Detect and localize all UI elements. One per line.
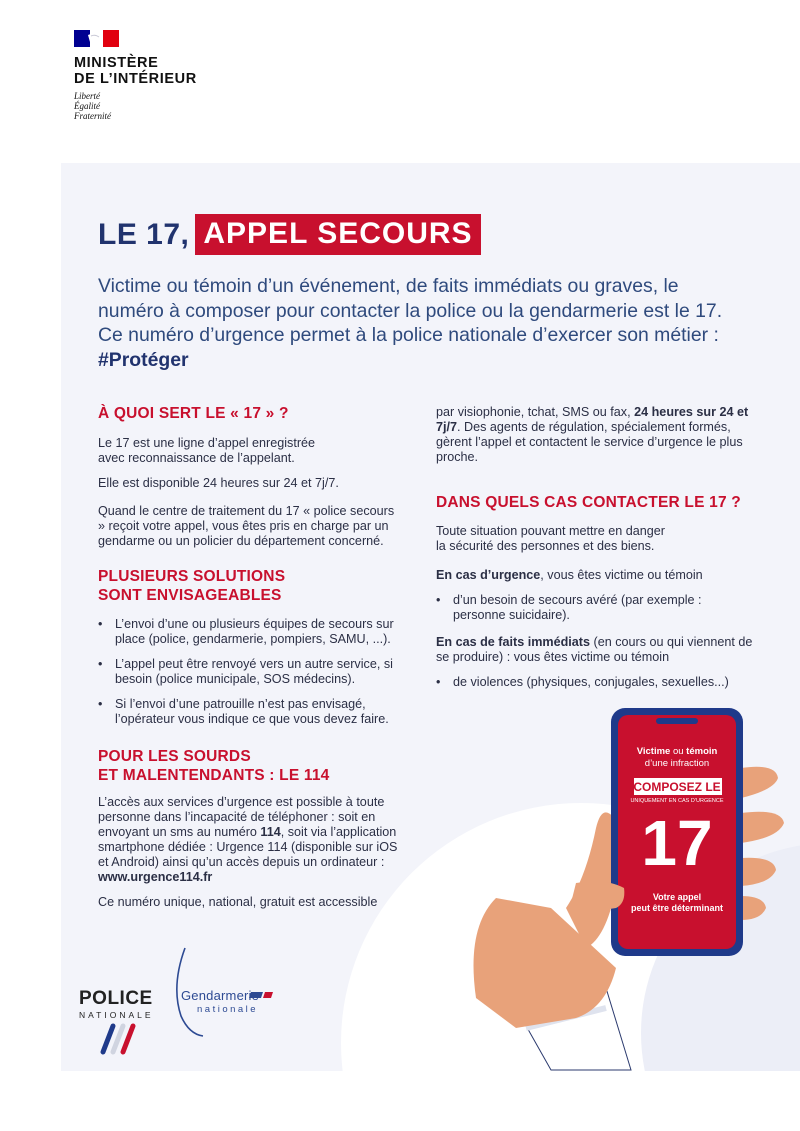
- screen-victim-line: Victime ou témoin: [636, 746, 718, 757]
- left-column: [98, 404, 398, 920]
- info-card: [61, 163, 800, 1071]
- list-item: • d’un besoin de secours avéré (par exemple : personne suicidaire).: [436, 593, 702, 622]
- continued-paragraph: par visiophonie, tchat, SMS ou fax, 24 heures sur 24 et 7j/7. Des agents de régulation, spécialement formés, gèrent l’appel et contactent le service d’urgence le plus proche.: [436, 405, 749, 464]
- solutions-list: [98, 617, 398, 727]
- screen-emergency-only: UNIQUEMENT EN CAS D’URGENCE: [630, 798, 724, 804]
- screen-infraction-line: d’une infraction: [644, 758, 710, 769]
- right-column: [436, 405, 756, 700]
- republic-motto: Liberté Égalité Fraternité: [74, 91, 111, 121]
- ministry-name: MINISTÈRE DE L’INTÉRIEUR: [74, 55, 197, 87]
- purpose-p1: Le 17 est une ligne d’appel enregistrée avec reconnaissance de l’appelant.: [98, 436, 316, 465]
- urgence114-link[interactable]: www.urgence114.fr: [98, 870, 213, 884]
- ministry-header: [74, 30, 197, 121]
- list-item: • L’appel peut être renvoyé vers un autre service, si besoin (police municipale, SOS médecins).: [98, 657, 393, 686]
- page-title: LE 17, APPEL SECOURS: [98, 214, 481, 255]
- section-heading-solutions: PLUSIEURS SOLUTIONS SONT ENVISAGEABLES: [98, 568, 286, 604]
- list-item: • L’envoi d’une ou plusieurs équipes de secours sur place (police, gendarmerie, pompiers, SAMU, ...).: [98, 617, 394, 646]
- when-intro: Toute situation pouvant mettre en danger la sécurité des personnes et des biens.: [436, 524, 665, 553]
- phone-illustration: [456, 708, 800, 1071]
- list-item: • Si l’envoi d’une patrouille n’est pas envisagé, l’opérateur vous indique ce que vous devez faire.: [98, 697, 389, 726]
- screen-number-17: 17: [641, 807, 713, 879]
- intro-paragraph: Victime ou témoin d’un événement, de faits immédiats ou graves, le numéro à composer pour contacter la police ou la gendarmerie est le 17. Ce numéro d’urgence permet à la police nationale d’exercer son métier : #Protéger: [98, 275, 723, 371]
- marianne-flag-logo: [74, 30, 119, 47]
- police-flag-strokes-icon: [99, 1022, 159, 1056]
- screen-compose-label: COMPOSEZ LE: [633, 780, 721, 794]
- screen-call-line2: peut être déterminant: [630, 903, 724, 913]
- section-heading-114: POUR LES SOURDS ET MALENTENDANTS : LE 114: [98, 748, 330, 784]
- section-heading-when: DANS QUELS CAS CONTACTER LE 17 ?: [436, 494, 741, 511]
- immediate-list: [436, 675, 756, 690]
- gendarmerie-logo: Gendarmerie nationale: [171, 946, 301, 1046]
- deaf-access-paragraph: L’accès aux services d’urgence est possible à toute personne dans l’incapacité de téléphoner : soit en envoyant un sms au numéro 114, soit via l’application smartphone dédiée : Urgence 114 (disponible sur iOS et Android) ainsi qu’un accès depuis un ordinateur : www.urgence114.fr: [98, 795, 398, 884]
- deaf-access-p2: Ce numéro unique, national, gratuit est accessible: [98, 895, 378, 909]
- screen-call-line1: Votre appel: [652, 892, 702, 902]
- purpose-p2: Elle est disponible 24 heures sur 24 et 7j/7.: [98, 476, 339, 490]
- case-immediate: En cas de faits immédiats (en cours ou qui viennent de se produire) : vous êtes victime ou témoin: [436, 635, 753, 664]
- police-nationale-logo: POLICE NATIONALE: [79, 989, 159, 1061]
- title-highlight: APPEL SECOURS: [195, 214, 480, 255]
- hashtag: #Protéger: [98, 348, 189, 371]
- urgency-list: [436, 593, 756, 623]
- section-heading-purpose: À QUOI SERT LE « 17 » ?: [98, 405, 289, 422]
- purpose-p3: Quand le centre de traitement du 17 « police secours » reçoit votre appel, vous êtes pris en charge par un gendarme ou un policier du département concerné.: [98, 504, 395, 548]
- case-urgency: En cas d’urgence, vous êtes victime ou témoin: [436, 568, 703, 582]
- list-item: • de violences (physiques, conjugales, sexuelles...): [436, 675, 729, 689]
